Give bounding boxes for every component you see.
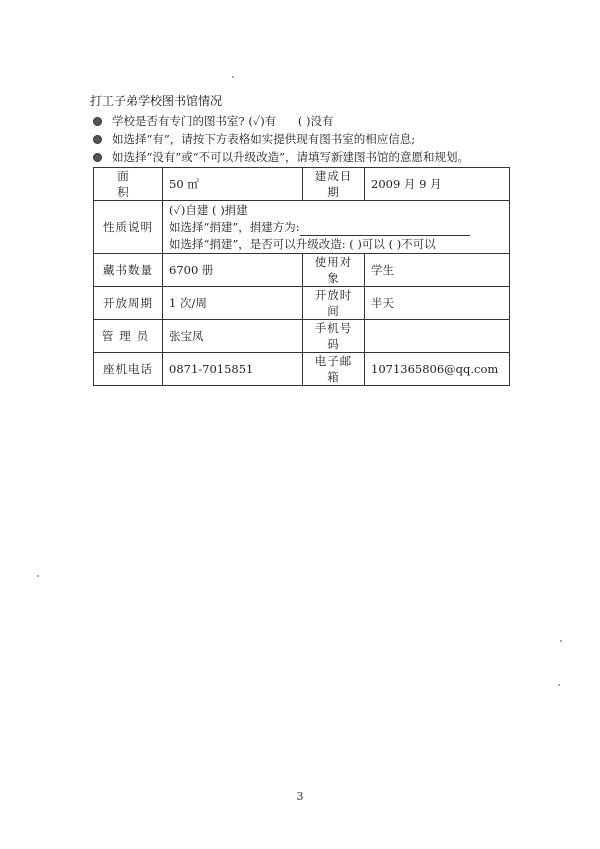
scan-speck (560, 640, 562, 642)
instruction-text: 如选择“没有”或“不可以升级改造”，请填写新建图书馆的意愿和规划。 (112, 150, 470, 164)
manager-label: 管理员 (94, 320, 163, 353)
bullet-icon (93, 117, 102, 126)
donor-prompt: 如选择“捐建”，捐建方为: (169, 219, 300, 234)
table-row (94, 320, 510, 353)
table-row (94, 254, 510, 287)
landline-label: 座机电话 (94, 353, 163, 386)
scan-speck (558, 684, 560, 686)
bullet-icon (93, 153, 102, 162)
nature-label: 性质说明 (94, 201, 163, 254)
library-info-table (93, 167, 510, 386)
page-number: 3 (296, 790, 304, 803)
donor-line (169, 219, 503, 236)
area-label: 面 积 (94, 168, 163, 201)
question-text: 学校是否有专门的图书室? (112, 114, 245, 128)
section-title: 打工子弟学校图书馆情况 (90, 94, 223, 108)
instruction-if-no (93, 149, 469, 165)
donor-field[interactable] (300, 223, 470, 236)
landline-value[interactable]: 0871-7015851 (163, 353, 303, 386)
books-value[interactable]: 6700 册 (163, 254, 303, 287)
nature-options[interactable]: (✓)自建 ( )捐建 (169, 202, 248, 217)
table-row (94, 201, 510, 254)
users-label: 使用对象 (303, 254, 365, 287)
table-row (94, 353, 510, 386)
built-date-label: 建成日期 (303, 168, 365, 201)
open-cycle-label: 开放周期 (94, 287, 163, 320)
scan-speck (37, 575, 39, 577)
table-row (94, 287, 510, 320)
email-value[interactable]: 1071365806@qq.com (365, 353, 510, 386)
question-has-library (93, 113, 334, 129)
manager-value[interactable]: 张宝凤 (163, 320, 303, 353)
area-value[interactable]: 50 ㎡ (163, 168, 303, 201)
users-value[interactable]: 学生 (365, 254, 510, 287)
open-time-label: 开放时间 (303, 287, 365, 320)
bullet-icon (93, 135, 102, 144)
table-row (94, 168, 510, 201)
built-date-value[interactable]: 2009 月 9 月 (365, 168, 510, 201)
mobile-value[interactable] (365, 320, 510, 353)
option-yes[interactable]: (✓)有 (248, 114, 277, 128)
option-no[interactable]: ( )没有 (297, 114, 334, 128)
instruction-text: 如选择“有”，请按下方表格如实提供现有图书室的相应信息; (112, 132, 416, 146)
open-time-value[interactable]: 半天 (365, 287, 510, 320)
upgrade-options[interactable]: 如选择“捐建”，是否可以升级改造: ( )可以 ( )不可以 (169, 236, 436, 251)
email-label: 电子邮箱 (303, 353, 365, 386)
books-label: 藏书数量 (94, 254, 163, 287)
scan-speck (232, 76, 234, 78)
mobile-label: 手机号码 (303, 320, 365, 353)
instruction-if-yes (93, 131, 415, 147)
open-cycle-value[interactable]: 1 次/周 (163, 287, 303, 320)
nature-cell (163, 201, 510, 254)
